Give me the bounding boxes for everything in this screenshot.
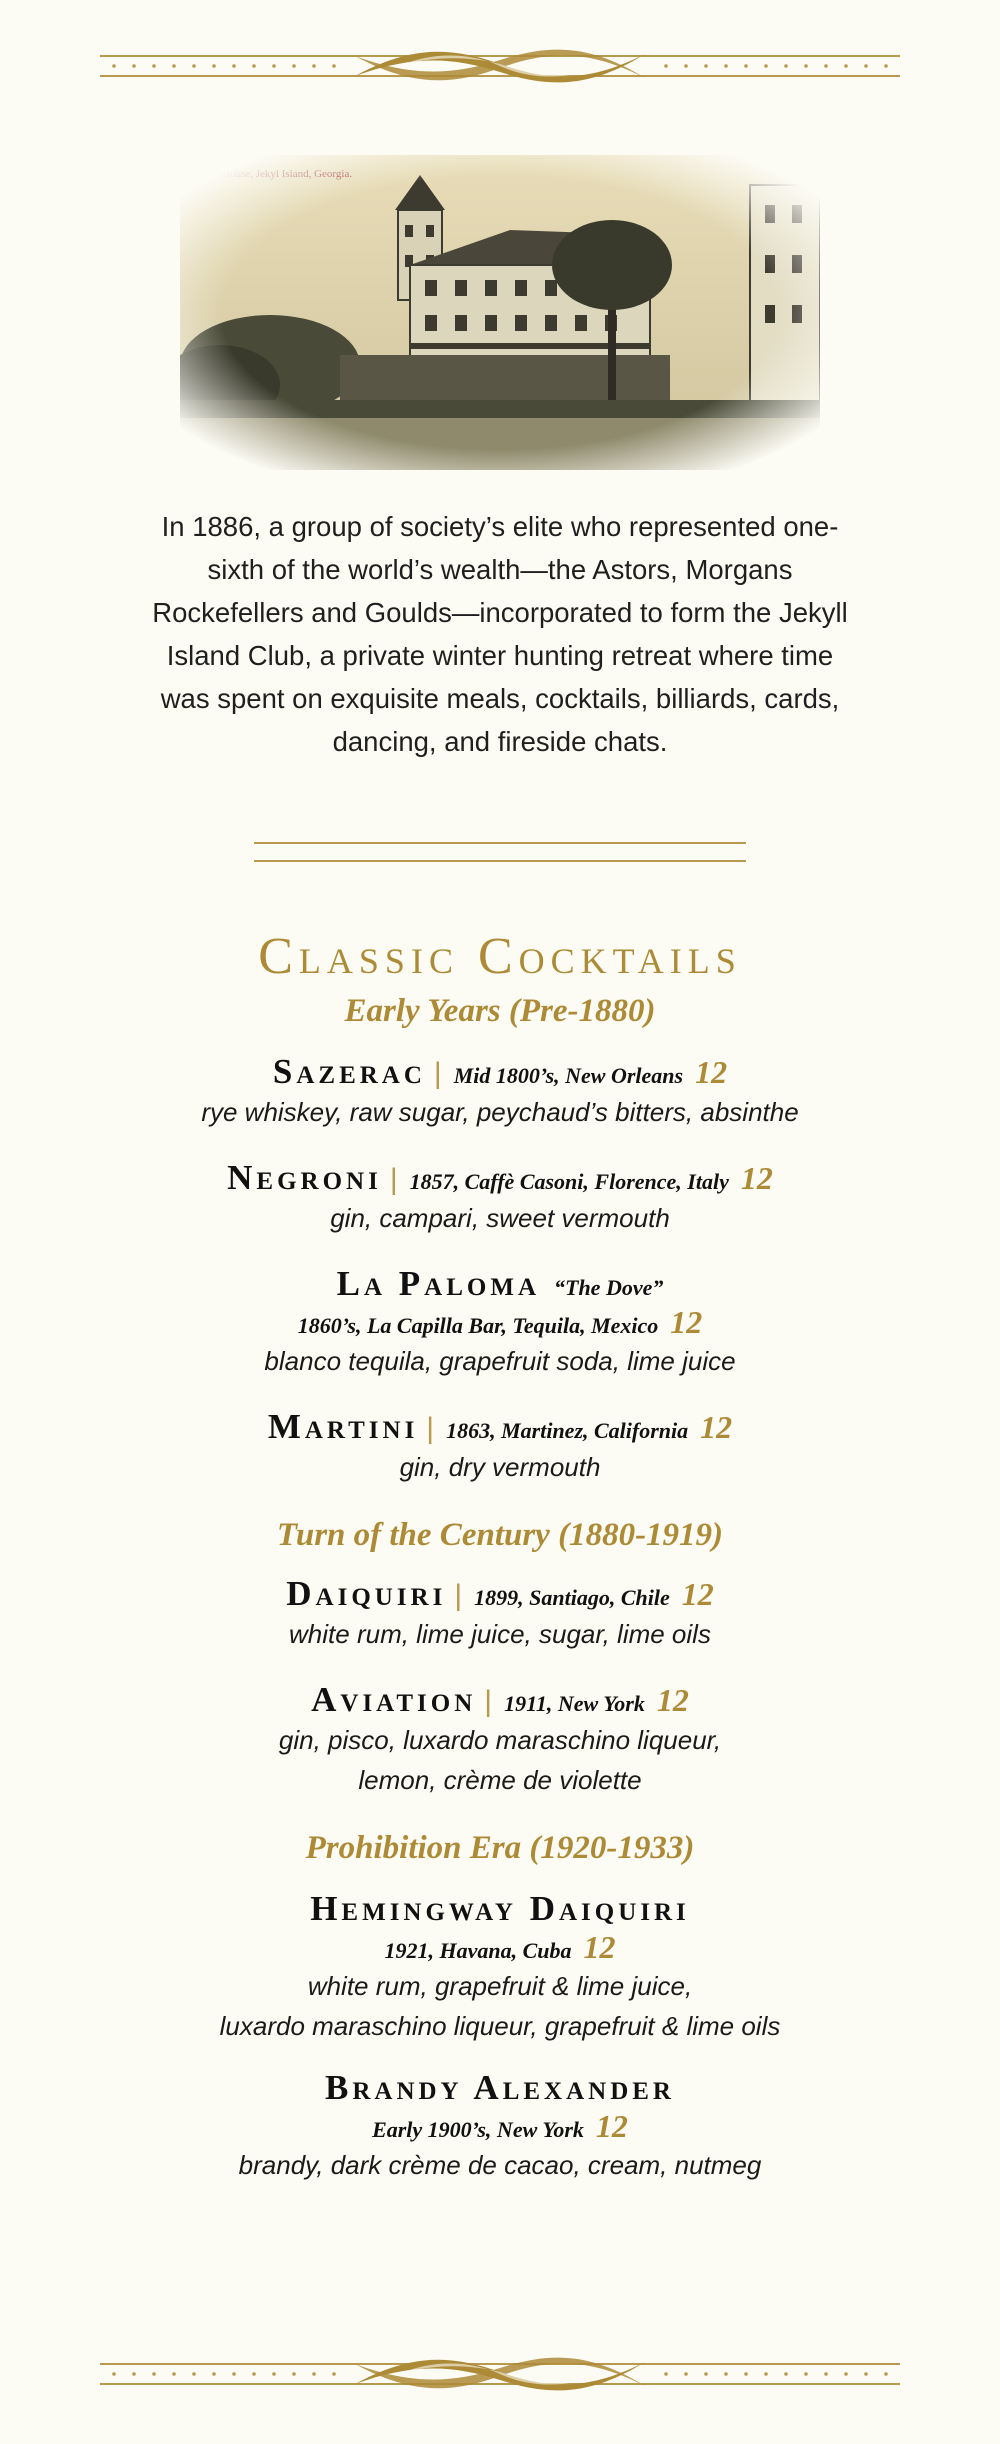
cocktail-name: Hemingway Daiquiri	[310, 1889, 690, 1928]
cocktail-origin: 1860’s, La Capilla Bar, Tequila, Mexico	[297, 1313, 659, 1338]
separator-bar: |	[484, 1685, 493, 1718]
club-house-photo	[180, 155, 820, 470]
cocktail-price: 12	[695, 1054, 728, 1090]
cocktail-origin: 1911, New York	[504, 1691, 645, 1716]
separator-bar: |	[389, 1163, 398, 1196]
cocktail-name: Daiquiri	[286, 1574, 447, 1613]
cocktail-item	[100, 1158, 900, 1238]
cocktail-price: 12	[595, 2108, 628, 2144]
cocktail-ingredients: gin, campari, sweet vermouth	[330, 1203, 670, 1233]
cocktail-ingredients: blanco tequila, grapefruit soda, lime juice	[264, 1346, 736, 1376]
cocktail-price: 12	[656, 1682, 689, 1718]
cocktail-name: Martini	[267, 1407, 419, 1446]
cocktail-ingredients: lemon, crème de violette	[358, 1765, 642, 1795]
cocktail-ingredients: white rum, grapefruit & lime juice,	[307, 1971, 693, 2001]
cocktail-name: La Paloma	[336, 1264, 540, 1303]
cocktail-name: Aviation	[311, 1680, 477, 1719]
cocktail-price: 12	[670, 1304, 703, 1340]
era-heading: Turn of the Century (1880-1919)	[276, 1517, 724, 1553]
divider-line	[254, 860, 746, 862]
menu-section	[100, 1830, 900, 2185]
cocktail-nickname: “The Dove”	[554, 1275, 664, 1300]
cocktail-origin: Early 1900’s, New York	[372, 2117, 584, 2142]
cocktail-price: 12	[583, 1929, 616, 1965]
cocktail-name: Negroni	[227, 1158, 382, 1197]
cocktail-price: 12	[740, 1160, 773, 1196]
separator-bar: |	[426, 1412, 435, 1445]
cocktail-origin: Mid 1800’s, New Orleans	[453, 1063, 684, 1088]
cocktail-origin: 1863, Martinez, California	[446, 1418, 689, 1443]
cocktail-ingredients: white rum, lime juice, sugar, lime oils	[289, 1619, 711, 1649]
top-scroll-ornament-icon	[100, 42, 900, 92]
era-heading: Early Years (Pre-1880)	[344, 993, 656, 1029]
cocktail-item	[100, 1407, 900, 1487]
menu-section	[100, 1517, 900, 1800]
cocktail-name: Brandy Alexander	[324, 2068, 675, 2107]
cocktail-ingredients: luxardo maraschino liqueur, grapefruit & lime oils	[219, 2011, 781, 2041]
cocktail-item	[100, 1889, 900, 2046]
cocktail-ingredients: rye whiskey, raw sugar, peychaud’s bitters, absinthe	[201, 1097, 799, 1127]
menu-section	[100, 993, 900, 1487]
cocktail-price: 12	[681, 1576, 714, 1612]
cocktail-menu	[100, 925, 900, 2185]
menu-title: Classic Cocktails	[258, 928, 742, 985]
separator-bar: |	[433, 1057, 442, 1090]
cocktail-item	[100, 1052, 900, 1132]
bottom-scroll-ornament-icon	[100, 2350, 900, 2400]
cocktail-item	[100, 1680, 900, 1800]
cocktail-item	[100, 1574, 900, 1654]
cocktail-item	[100, 1264, 900, 1381]
cocktail-item	[100, 2068, 900, 2185]
cocktail-ingredients: brandy, dark crème de cacao, cream, nutmeg	[238, 2150, 762, 2180]
intro-paragraph: In 1886, a group of society’s elite who represented one-sixth of the world’s wealth—the Astors, Morgans Rockefellers and Goulds—incorporated to form the Jekyll Island Club, a private winter hunting retreat where time was spent on exquisite meals, cocktails, billiards, cards, dancing, and fireside chats.	[152, 511, 848, 757]
divider-line	[254, 842, 746, 844]
cocktail-origin: 1921, Havana, Cuba	[384, 1938, 572, 1963]
cocktail-price: 12	[700, 1409, 733, 1445]
cocktail-origin: 1857, Caffè Casoni, Florence, Italy	[409, 1169, 729, 1194]
era-heading: Prohibition Era (1920-1933)	[305, 1830, 695, 1866]
cocktail-ingredients: gin, dry vermouth	[399, 1452, 601, 1482]
cocktail-name: Sazerac	[272, 1052, 426, 1091]
cocktail-origin: 1899, Santiago, Chile	[474, 1585, 670, 1610]
separator-bar: |	[454, 1579, 463, 1612]
cocktail-ingredients: gin, pisco, luxardo maraschino liqueur,	[278, 1725, 722, 1755]
